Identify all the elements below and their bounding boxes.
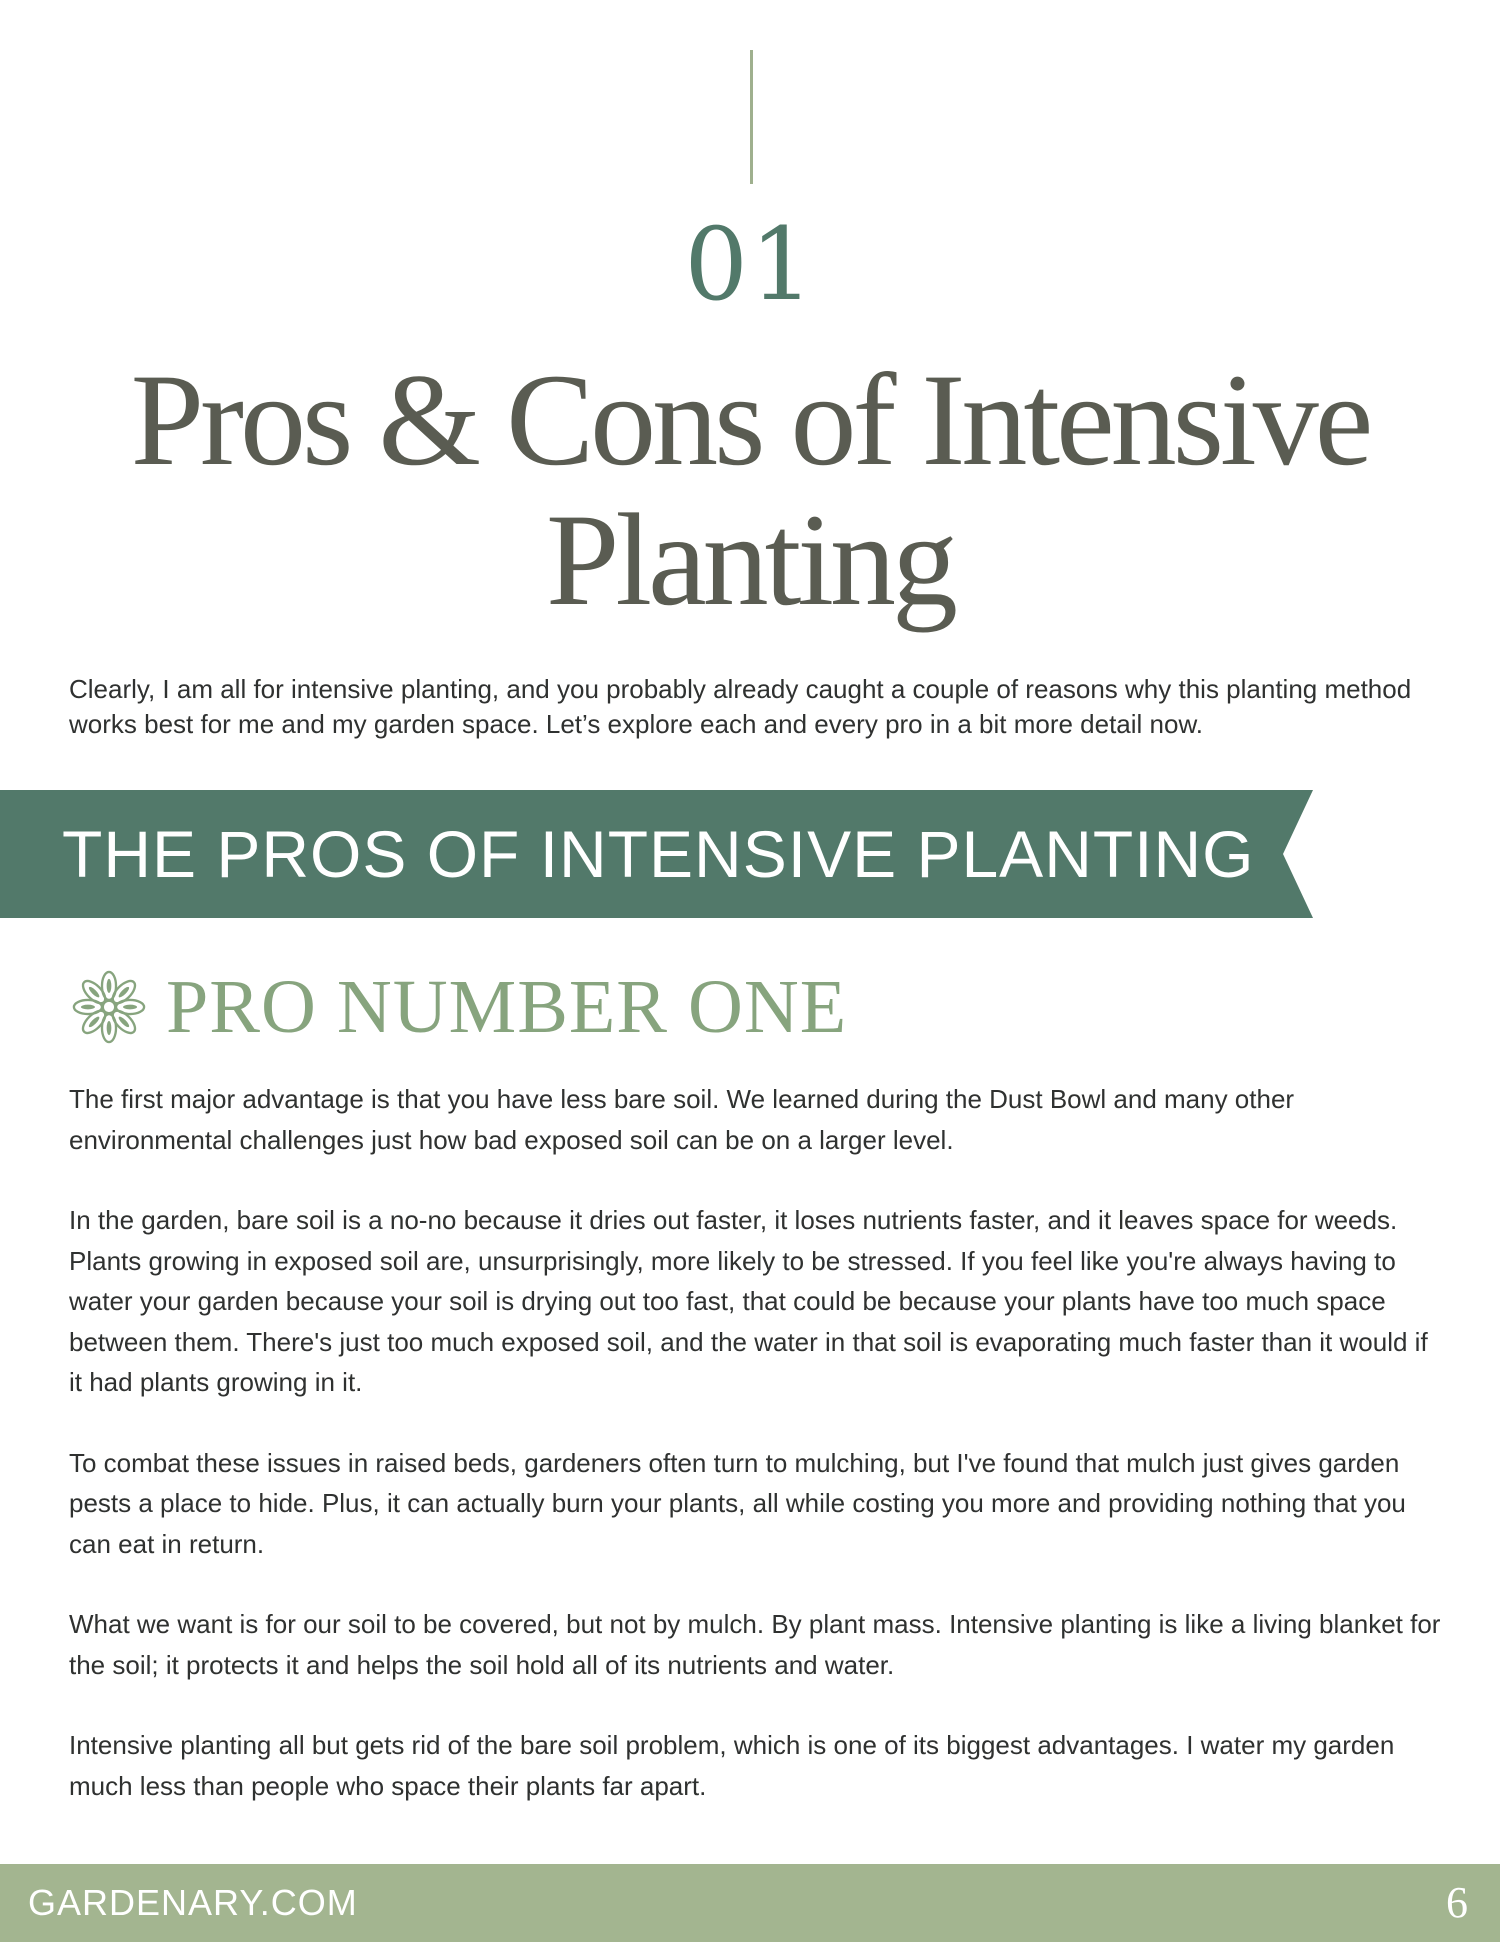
banner-title: THE PROS OF INTENSIVE PLANTING bbox=[62, 817, 1255, 891]
intro-paragraph: Clearly, I am all for intensive planting, and you probably already caught a couple of reasons why this planting method works best for me and my garden space. Let’s explore each and every pro in a bit more detail now. bbox=[69, 674, 1412, 739]
body-paragraph: In the garden, bare soil is a no-no because it dries out faster, it loses nutrients faster, and it leaves space for weeds. Plants growing in exposed soil are, unsurprisingly, more likely to be stressed. If you feel like you're always having to water your garden because your soil is drying out too fast, that could be because your plants have too much space between them. There's just too much exposed soil, and the water in that soil is evaporating much faster than it would if it had plants growing in it. bbox=[69, 1205, 1428, 1397]
page-footer bbox=[0, 1864, 1500, 1942]
pros-banner bbox=[0, 790, 1313, 918]
top-divider-line bbox=[750, 50, 753, 184]
body-paragraph: To combat these issues in raised beds, gardeners often turn to mulching, but I've found that mulch just gives garden pests a place to hide. Plus, it can actually burn your plants, all while costing you more and providing nothing that you can eat in return. bbox=[69, 1447, 1406, 1559]
body-paragraph: The first major advantage is that you have less bare soil. We learned during the Dust Bowl and many other environmental challenges just how bad exposed soil can be on a larger level. bbox=[69, 1084, 1295, 1155]
flower-icon bbox=[70, 968, 148, 1046]
page-number: 6 bbox=[1446, 1878, 1468, 1927]
body-paragraph: What we want is for our soil to be covered, but not by mulch. By plant mass. Intensive planting is like a living blanket for the soil; it protects it and helps the soil hold all of its nutrients and water. bbox=[69, 1609, 1441, 1680]
section-title: PRO NUMBER ONE bbox=[166, 965, 848, 1049]
section-body bbox=[69, 1079, 1444, 1846]
footer-site-name: GARDENARY.COM bbox=[28, 1882, 358, 1923]
section-heading bbox=[70, 962, 847, 1052]
chapter-number: 01 bbox=[684, 206, 816, 323]
body-paragraph: Intensive planting all but gets rid of the bare soil problem, which is one of its biggest advantages. I water my garden much less than people who space their plants far apart. bbox=[69, 1730, 1395, 1801]
page-title: Pros & Cons of Intensive Planting bbox=[130, 346, 1370, 633]
